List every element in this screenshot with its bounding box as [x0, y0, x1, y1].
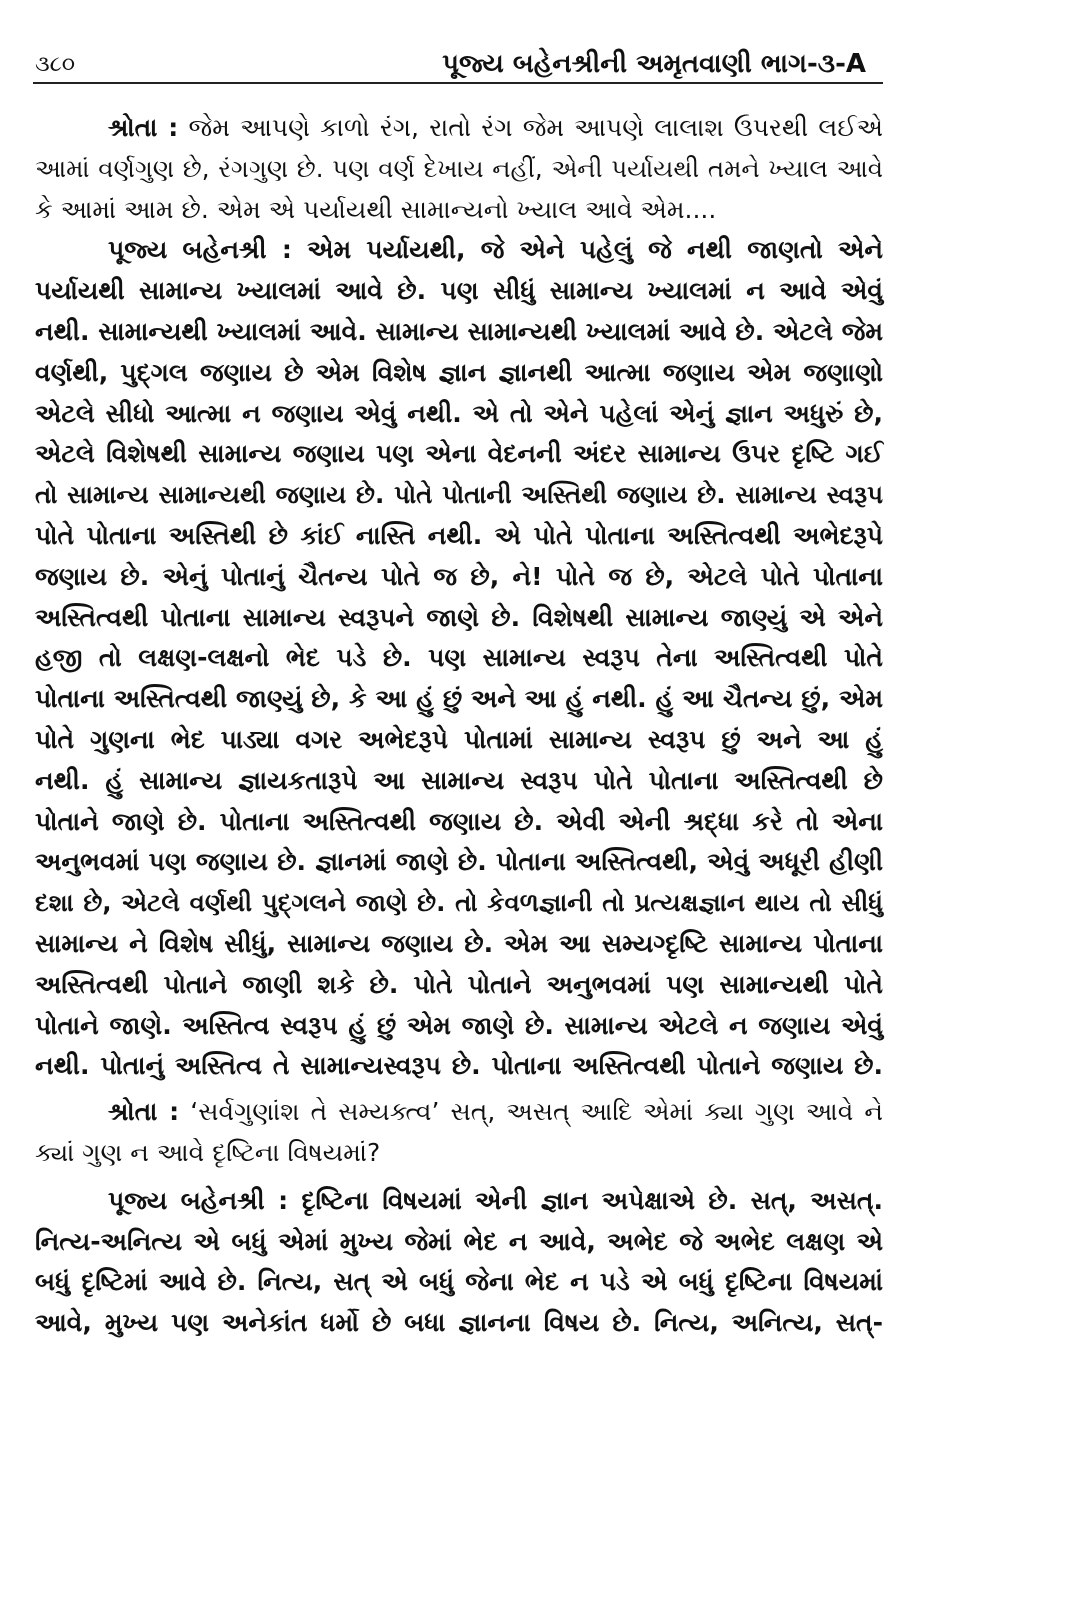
text-line: આવે, મુખ્ય પણ અનેકાંત ધર્મો છે બધા જ્ઞાનના વિષય છે. નિત્ય, અનિત્ય, સત્-	[35, 1308, 883, 1338]
text-line: જણાય છે. એનું પોતાનું ચૈતન્ય પોતે જ છે, ને! પોતે જ છે, એટલે પોતે પોતાના	[35, 561, 883, 591]
text-line: પોતાને જાણે છે. પોતાના અસ્તિત્વથી જણાય છે. એવી એની શ્રદ્ધા કરે તો એના	[35, 806, 883, 836]
text-line: નથી. સામાન્યથી ખ્યાલમાં આવે. સામાન્ય સામાન્યથી ખ્યાલમાં આવે છે. એટલે જેમ	[35, 316, 883, 346]
speaker-label: પૂજ્ય બહેનશ્રી :	[108, 1185, 289, 1215]
header-rule	[33, 82, 883, 84]
text-line: એટલે વિશેષથી સામાન્ય જણાય પણ એના વેદનની અંદર સામાન્ય ઉપર દૃષ્ટિ ગઈ	[35, 439, 883, 469]
speaker-label: શ્રોતા :	[108, 1097, 180, 1127]
text-line: નિત્ય-અનિત્ય એ બધું એમાં મુખ્ય જેમાં ભેદ ન આવે, અભેદ જે અભેદ લક્ષણ એ	[35, 1226, 883, 1256]
text-line: વર્ણથી, પુદ્ગલ જણાય છે એમ વિશેષ જ્ઞાન જ્ઞાનથી આત્મા જણાય એમ જણાણો	[35, 357, 883, 387]
text-line: પોતાના અસ્તિત્વથી જાણ્યું છે, કે આ હું છું અને આ હું નથી. હું આ ચૈતન્ય છું, એમ	[35, 684, 883, 714]
text-line: આમાં વર્ણગુણ છે, રંગગુણ છે. પણ વર્ણ દેખાય નહીં, એની પર્યાયથી તમને ખ્યાલ આવે	[35, 153, 883, 183]
text-line: પોતાને જાણે. અસ્તિત્વ સ્વરૂપ હું છું એમ જાણે છે. સામાન્ય એટલે ન જણાય એવું	[35, 1010, 883, 1040]
text-line: પોતે પોતાના અસ્તિથી છે કાંઈ નાસ્તિ નથી. એ પોતે પોતાના અસ્તિત્વથી અભેદરૂપે	[35, 520, 883, 550]
text-line: અસ્તિત્વથી પોતાના સામાન્ય સ્વરૂપને જાણે છે. વિશેષથી સામાન્ય જાણ્યું એ એને	[35, 602, 883, 632]
text-line: અસ્તિત્વથી પોતાને જાણી શકે છે. પોતે પોતાને અનુભવમાં પણ સામાન્યથી પોતે	[35, 969, 883, 999]
text-line: નથી. પોતાનું અસ્તિત્વ તે સામાન્યસ્વરૂપ છે. પોતાના અસ્તિત્વથી પોતાને જણાય છે.	[35, 1051, 883, 1081]
book-title: પૂજ્ય બહેનશ્રીની અમૃતવાણી ભાગ-૩-A	[442, 48, 866, 79]
page-header	[35, 46, 866, 82]
text-line: દશા છે, એટલે વર્ણથી પુદ્ગલને જાણે છે. તો કેવળજ્ઞાની તો પ્રત્યક્ષજ્ઞાન થાય તો સીધું	[35, 888, 883, 918]
line-text: જેમ આપણે કાળો રંગ, રાતો રંગ જેમ આપણે લાલાશ ઉપરથી લઈએ	[188, 113, 883, 142]
speaker-label: પૂજ્ય બહેનશ્રી :	[108, 235, 292, 265]
text-line	[35, 108, 883, 149]
text-line: એટલે સીધો આત્મા ન જણાય એવું નથી. એ તો એને પહેલાં એનું જ્ઞાન અધુરું છે,	[35, 398, 883, 428]
line-text: ‘સર્વગુણાંશ તે સમ્યક્ત્વ’ સત્, અસત્ આદિ એમાં ક્યા ગુણ આવે ને	[190, 1097, 884, 1127]
text-line: ક્યાં ગુણ ન આવે દૃષ્ટિના વિષયમાં?	[35, 1137, 381, 1167]
line-text: દૃષ્ટિના વિષયમાં એની જ્ઞાન અપેક્ષાએ છે. સત્, અસત્.	[301, 1185, 883, 1215]
text-line: નથી. હું સામાન્ય જ્ઞાયકતારૂપે આ સામાન્ય સ્વરૂપ પોતે પોતાના અસ્તિત્વથી છે	[35, 765, 883, 795]
page-number: ૩૮૦	[35, 51, 75, 77]
text-line	[35, 1092, 883, 1133]
text-line: કે આમાં આમ છે. એમ એ પર્યાયથી સામાન્યનો ખ્યાલ આવે એમ....	[35, 194, 717, 224]
text-line: સામાન્ય ને વિશેષ સીધું, સામાન્ય જણાય છે. એમ આ સમ્યગ્દૃષ્ટિ સામાન્ય પોતાના	[35, 928, 883, 958]
text-line	[35, 230, 883, 271]
text-line: હજી તો લક્ષણ-લક્ષનો ભેદ પડે છે. પણ સામાન્ય સ્વરૂપ તેના અસ્તિત્વથી પોતે	[35, 643, 883, 673]
text-line: અનુભવમાં પણ જણાય છે. જ્ઞાનમાં જાણે છે. પોતાના અસ્તિત્વથી, એવું અધૂરી હીણી	[35, 847, 883, 877]
speaker-label: શ્રોતા :	[108, 113, 179, 142]
body-text	[35, 108, 883, 1344]
line-text: એમ પર્યાયથી, જે એને પહેલું જે નથી જાણતો એને	[307, 235, 883, 265]
text-line: તો સામાન્ય સામાન્યથી જણાય છે. પોતે પોતાની અસ્તિથી જણાય છે. સામાન્ય સ્વરૂપ	[35, 480, 883, 510]
text-line: પોતે ગુણના ભેદ પાડ્યા વગર અભેદરૂપે પોતામાં સામાન્ય સ્વરૂપ છું અને આ હું	[35, 724, 883, 754]
text-line: બધું દૃષ્ટિમાં આવે છે. નિત્ય, સત્ એ બધું જેના ભેદ ન પડે એ બધું દૃષ્ટિના વિષયમાં	[35, 1267, 883, 1297]
question-paragraph	[35, 108, 883, 230]
answer-paragraph	[35, 230, 883, 1087]
question-paragraph	[35, 1092, 883, 1174]
answer-paragraph	[35, 1181, 883, 1344]
text-line: પર્યાયથી સામાન્ય ખ્યાલમાં આવે છે. પણ સીધું સામાન્ય ખ્યાલમાં ન આવે એવું	[35, 276, 883, 306]
text-line	[35, 1181, 883, 1222]
